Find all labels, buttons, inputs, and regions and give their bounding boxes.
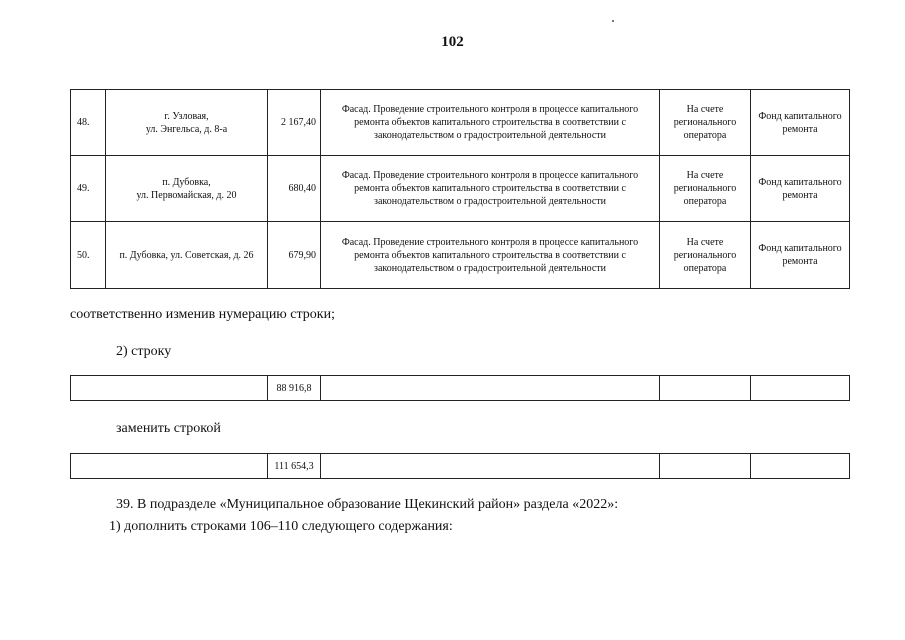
table-row	[71, 90, 850, 156]
account-cell: На счете регионального оператора	[660, 156, 751, 222]
table-row	[71, 454, 850, 479]
empty-cell	[71, 454, 268, 479]
area-cell: 2 167,40	[268, 90, 321, 156]
scan-dot	[612, 20, 614, 22]
row-number: 50.	[71, 222, 106, 289]
item-39-heading: 39. В подразделе «Муниципальное образование Щекинский район» раздела «2022»:	[116, 497, 619, 512]
area-cell: 679,90	[268, 222, 321, 289]
account-cell: На счете регионального оператора	[660, 222, 751, 289]
address-cell	[106, 222, 268, 289]
empty-cell	[71, 376, 268, 401]
table-row	[71, 222, 850, 289]
table-row	[71, 376, 850, 401]
address-line: ул. Первомайская, д. 20	[136, 189, 237, 201]
item-39-1: 1) дополнить строками 106–110 следующего содержания:	[109, 519, 453, 534]
table-row	[71, 156, 850, 222]
page-number: 102	[441, 34, 464, 50]
fund-cell: Фонд капитального ремонта	[751, 222, 850, 289]
address-cell	[106, 90, 268, 156]
empty-cell	[660, 376, 751, 401]
empty-cell	[660, 454, 751, 479]
fund-cell: Фонд капитального ремонта	[751, 90, 850, 156]
old-row-table	[70, 375, 850, 401]
empty-cell	[751, 454, 850, 479]
fund-cell: Фонд капитального ремонта	[751, 156, 850, 222]
item-2-label: 2) строку	[116, 344, 172, 359]
empty-cell	[321, 454, 660, 479]
address-line: п. Дубовка,	[162, 176, 211, 188]
row-number: 49.	[71, 156, 106, 222]
repair-table	[70, 89, 850, 289]
address-cell	[106, 156, 268, 222]
row-number: 48.	[71, 90, 106, 156]
area-cell: 680,40	[268, 156, 321, 222]
account-cell: На счете регионального оператора	[660, 90, 751, 156]
address-line: п. Дубовка, ул. Советская, д. 26	[119, 249, 254, 261]
total-area-cell: 111 654,3	[268, 454, 321, 479]
work-description-cell: Фасад. Проведение строительного контроля в процессе капитального ремонта объектов капитального строительства в соответствии с законодательством о градостроительной деятельности	[321, 222, 660, 289]
work-description-cell: Фасад. Проведение строительного контроля в процессе капитального ремонта объектов капитального строительства в соответствии с законодательством о градостроительной деятельности	[321, 90, 660, 156]
work-description-cell: Фасад. Проведение строительного контроля в процессе капитального ремонта объектов капитального строительства в соответствии с законодательством о градостроительной деятельности	[321, 156, 660, 222]
total-area-cell: 88 916,8	[268, 376, 321, 401]
renumber-note: соответственно изменив нумерацию строки;	[70, 307, 335, 322]
address-line: ул. Энгельса, д. 8-а	[145, 123, 228, 135]
address-line: г. Узловая,	[164, 110, 209, 122]
empty-cell	[751, 376, 850, 401]
empty-cell	[321, 376, 660, 401]
replace-label: заменить строкой	[116, 421, 221, 436]
new-row-table	[70, 453, 850, 479]
